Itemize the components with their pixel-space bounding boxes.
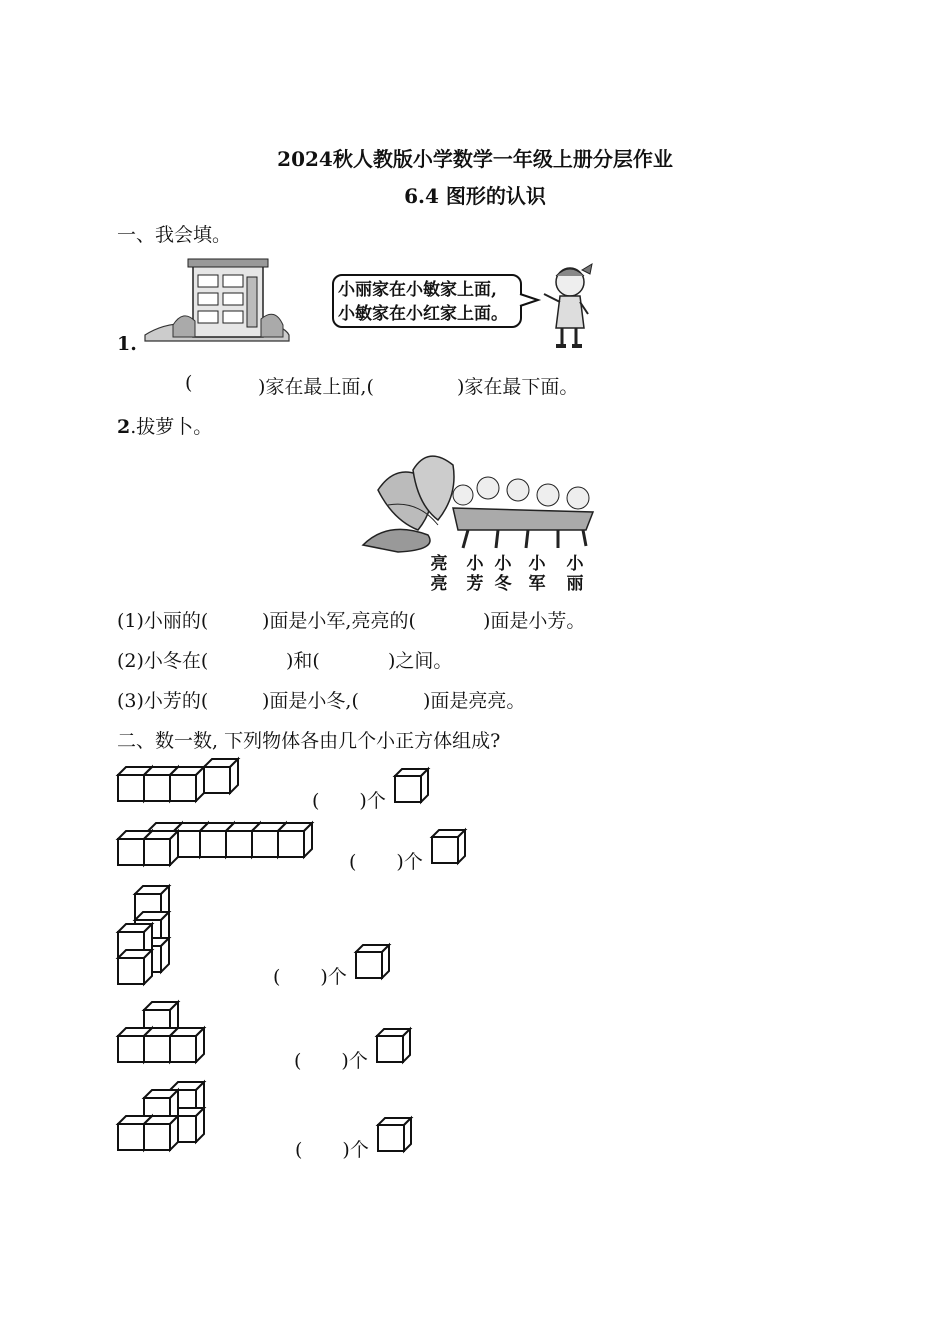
- worksheet-subtitle: 6.4 图形的认识: [404, 184, 546, 208]
- answer-1-close: )个: [359, 790, 386, 812]
- q1-blank-text2: )家在最下面。: [457, 376, 579, 398]
- pulling-turnip-illustration: [358, 450, 598, 560]
- answer-5[interactable]: [295, 1135, 369, 1162]
- unit-cube-icon: [354, 942, 394, 982]
- cube: [144, 831, 178, 865]
- figure-1-cubes: [110, 755, 330, 810]
- figure-3-cubes: [110, 880, 180, 985]
- cube: [144, 1116, 178, 1150]
- cube: [395, 769, 428, 802]
- name-liangliang-1: 亮: [430, 554, 448, 574]
- name-xiaofang: [465, 554, 485, 594]
- name-xiaoli-2: 丽: [566, 574, 584, 594]
- q2-sub2-b: )和(: [286, 650, 320, 672]
- name-xiaojun-2: 军: [528, 574, 546, 594]
- name-liangliang-2: 亮: [430, 574, 448, 594]
- answer-5-close: )个: [342, 1139, 369, 1161]
- cube: [170, 1028, 204, 1062]
- answer-4-close: )个: [341, 1050, 368, 1072]
- unit-cube-icon: [375, 1026, 415, 1066]
- q2-sub3-c: )面是亮亮。: [423, 690, 526, 712]
- speech-bubble: [332, 274, 522, 328]
- answer-4[interactable]: [294, 1046, 368, 1073]
- section2-heading: 二、数一数, 下列物体各由几个小正方体组成?: [117, 730, 501, 752]
- answer-2[interactable]: [349, 847, 423, 874]
- figure-4-cubes: [110, 995, 220, 1070]
- cube: [378, 1118, 411, 1151]
- answer-3[interactable]: [273, 962, 347, 989]
- figure-2-cubes: [110, 818, 330, 873]
- worksheet-title: 2024秋人教版小学数学一年级上册分层作业: [277, 147, 673, 171]
- building-illustration: [143, 255, 291, 345]
- cube: [118, 950, 152, 984]
- name-xiaojun: [527, 554, 547, 594]
- q2-sub2-c: )之间。: [388, 650, 453, 672]
- answer-2-close: )个: [396, 851, 423, 873]
- q1-number-text: 1: [117, 333, 131, 355]
- answer-1-open: (: [312, 790, 320, 812]
- unit-cube-icon: [393, 766, 433, 806]
- q1-blank-open[interactable]: (: [185, 372, 193, 394]
- answer-3-open: (: [273, 966, 281, 988]
- answer-1[interactable]: [312, 786, 386, 813]
- answer-4-open: (: [294, 1050, 302, 1072]
- name-xiaodong-1: 小: [494, 554, 512, 574]
- cube: [204, 759, 238, 793]
- cube: [170, 767, 204, 801]
- unit-cube-icon: [376, 1115, 416, 1155]
- q2-sub1-b: )面是小军,亮亮的(: [262, 610, 416, 632]
- cube: [377, 1029, 410, 1062]
- name-xiaodong-2: 冬: [494, 574, 512, 594]
- name-xiaofang-2: 芳: [466, 574, 484, 594]
- bubble-line-2: 小敏家在小红家上面。: [338, 304, 508, 324]
- figure-5-cubes: [110, 1078, 220, 1158]
- girl-illustration: [538, 262, 600, 352]
- q2-sub1-c: )面是小芳。: [483, 610, 586, 632]
- name-xiaoli-1: 小: [566, 554, 584, 574]
- q2-heading: [117, 412, 212, 439]
- q1-blank-text1: )家在最上面,(: [258, 376, 374, 398]
- answer-3-close: )个: [320, 966, 347, 988]
- name-xiaofang-1: 小: [466, 554, 484, 574]
- answer-5-open: (: [295, 1139, 303, 1161]
- q2-number: 2: [117, 416, 131, 438]
- name-xiaojun-1: 小: [528, 554, 546, 574]
- name-liangliang: [429, 554, 449, 594]
- answer-2-open: (: [349, 851, 357, 873]
- name-xiaodong: [493, 554, 513, 594]
- cube: [432, 830, 465, 863]
- q2-sub3-b: )面是小冬,(: [262, 690, 359, 712]
- cube: [278, 823, 312, 857]
- unit-cube-icon: [430, 827, 470, 867]
- section1-heading: 一、我会填。: [117, 224, 232, 246]
- q1-number: 1.: [117, 333, 137, 355]
- cube: [356, 945, 389, 978]
- q2-sub1-a: (1)小丽的(: [117, 610, 209, 632]
- q2-sub3-a: (3)小芳的(: [117, 690, 209, 712]
- q2-sub2-a: (2)小冬在(: [117, 650, 209, 672]
- bubble-line-1: 小丽家在小敏家上面,: [338, 280, 497, 300]
- name-xiaoli: [565, 554, 585, 594]
- q2-label: .拔萝卜。: [130, 416, 213, 438]
